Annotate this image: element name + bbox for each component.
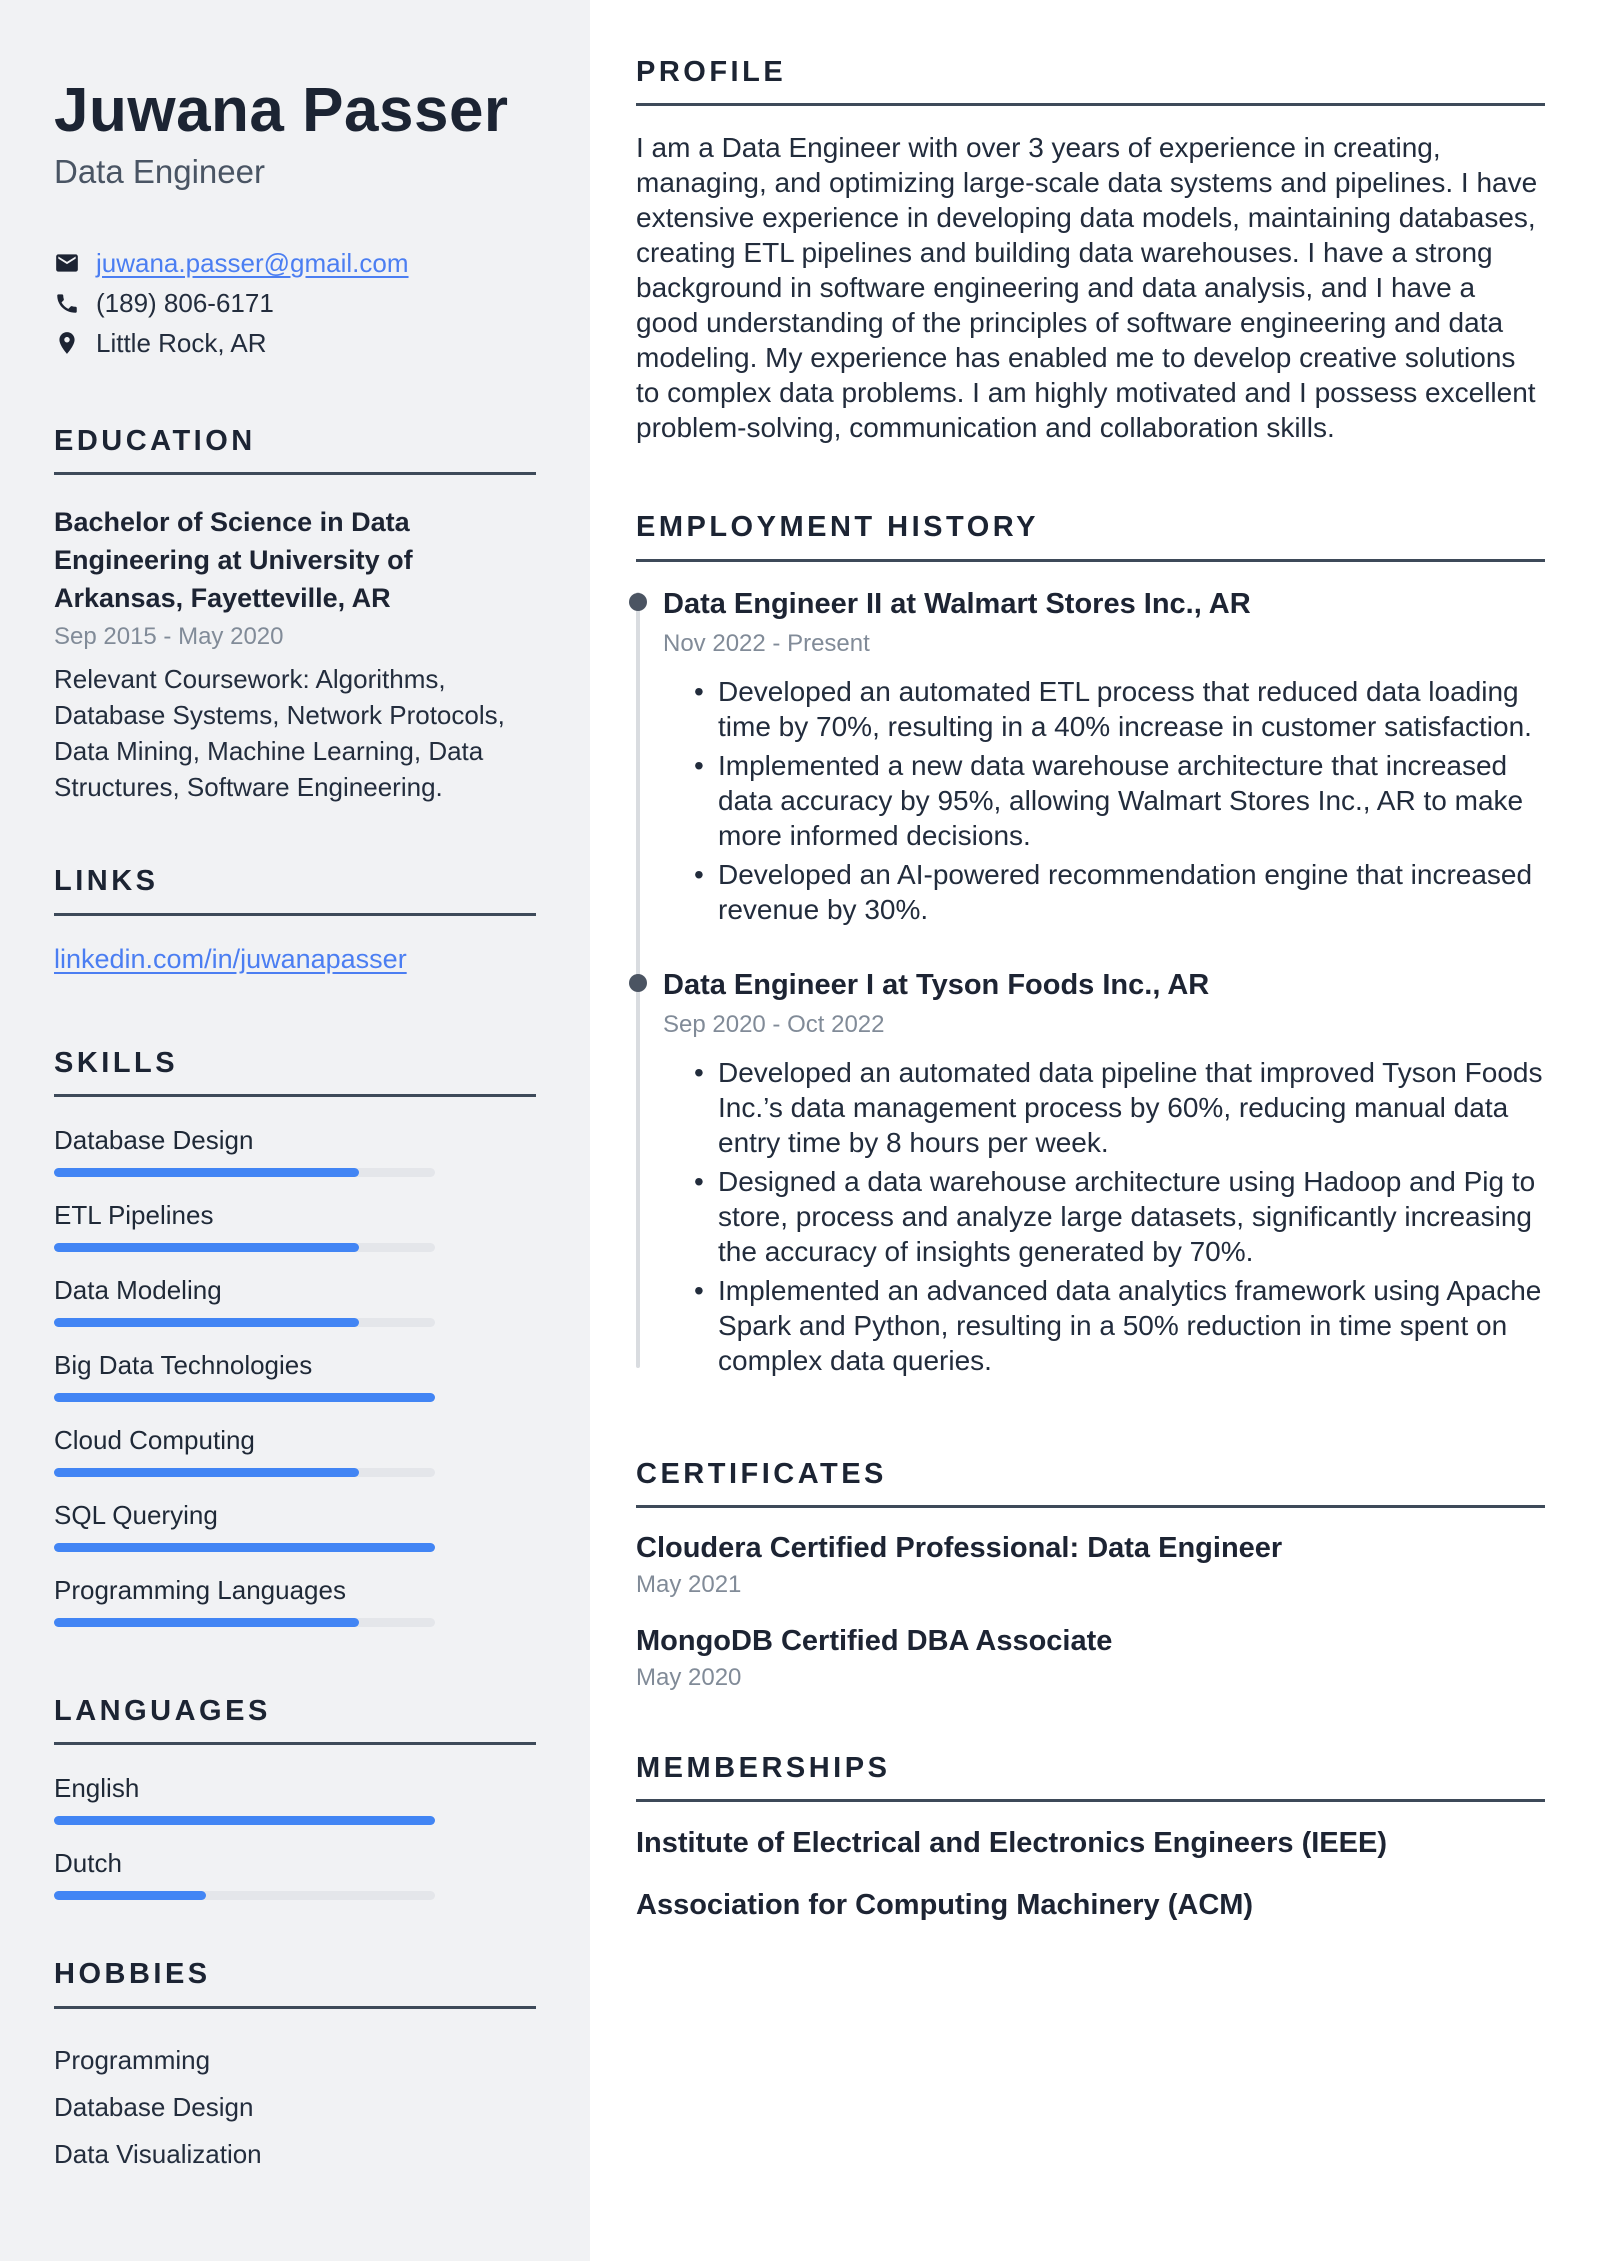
- job-bullet: • Developed an automated ETL process that reduced data loading time by 70%, resulting in a 40% increase in customer satisfaction.: [663, 674, 1545, 744]
- hobbies-heading: HOBBIES: [54, 1958, 536, 2008]
- education-section: [54, 425, 536, 805]
- education-heading: EDUCATION: [54, 425, 536, 475]
- skill-item: [54, 1575, 536, 1627]
- job-bullets: [663, 674, 1545, 927]
- job-bullet: • Designed a data warehouse architecture using Hadoop and Pig to store, process and analyze large datasets, significantly increasing the accuracy of insights generated by 70%.: [663, 1164, 1545, 1269]
- language-bar-fill: [54, 1816, 435, 1825]
- job-bullet: • Developed an automated data pipeline that improved Tyson Foods Inc.’s data management process by 60%, reducing manual data entry time by 8 hours per week.: [663, 1055, 1545, 1160]
- person-name: Juwana Passer: [54, 76, 509, 145]
- membership-item: Institute of Electrical and Electronics Engineers (IEEE): [636, 1827, 1387, 1860]
- timeline-dot-icon: [629, 974, 647, 992]
- language-bar-track: [54, 1816, 435, 1825]
- timeline-dot-icon: [629, 593, 647, 611]
- skill-bar-track: [54, 1393, 435, 1402]
- skill-item: [54, 1275, 536, 1327]
- employment-section: [636, 511, 1545, 1377]
- language-item: [54, 1773, 536, 1825]
- skill-bar-track: [54, 1618, 435, 1627]
- profile-section: [636, 56, 1545, 445]
- links-heading: LINKS: [54, 865, 536, 915]
- job-bullet: • Developed an AI-powered recommendation engine that increased revenue by 30%.: [663, 857, 1545, 927]
- email-link[interactable]: juwana.passer@gmail.com: [96, 247, 409, 278]
- job-entry: [636, 967, 1545, 1378]
- education-dates: Sep 2015 - May 2020: [54, 623, 284, 651]
- skill-label: Database Design: [54, 1125, 254, 1156]
- links-section: [54, 865, 536, 974]
- skill-label: Cloud Computing: [54, 1425, 255, 1456]
- job-bullet: • Implemented a new data warehouse architecture that increased data accuracy by 95%, allowing Walmart Stores Inc., AR to make more informed decisions.: [663, 748, 1545, 853]
- job-bullets: [663, 1055, 1545, 1378]
- skill-bar-track: [54, 1168, 435, 1177]
- skill-bar-fill: [54, 1468, 359, 1477]
- skill-item: [54, 1200, 536, 1252]
- employment-timeline: [636, 586, 1545, 1378]
- profile-text: I am a Data Engineer with over 3 years of experience in creating, managing, and optimizing large-scale data systems and pipelines. I have extensive experience in developing data models, maintaining databases, creating ETL pipelines and building data warehouses. I have a strong background in software engineering and data analysis, and I have a good understanding of the principles of software engineering and data modeling. My experience has enabled me to develop creative solutions to complex data problems. I am highly motivated and I possess excellent problem-solving, communication and collaboration skills.: [636, 132, 1538, 444]
- job-dates: Sep 2020 - Oct 2022: [663, 1010, 885, 1038]
- sidebar: [0, 0, 590, 2261]
- employment-heading: EMPLOYMENT HISTORY: [636, 511, 1545, 561]
- skill-bar-fill: [54, 1168, 359, 1177]
- contact-block: [54, 243, 536, 363]
- skill-label: Big Data Technologies: [54, 1350, 313, 1381]
- certificate-date: May 2020: [636, 1664, 742, 1692]
- certificates-section: [636, 1458, 1545, 1692]
- skill-label: SQL Querying: [54, 1500, 218, 1531]
- location-text: Little Rock, AR: [96, 327, 267, 358]
- job-entry: [636, 586, 1545, 927]
- certificate-title: Cloudera Certified Professional: Data Engineer: [636, 1532, 1283, 1565]
- location-pin-icon: [54, 330, 80, 356]
- hobby-item: Programming: [54, 2044, 211, 2075]
- skill-bar-fill: [54, 1543, 435, 1552]
- languages-heading: LANGUAGES: [54, 1695, 536, 1745]
- skill-bar-track: [54, 1318, 435, 1327]
- skill-item: [54, 1500, 536, 1552]
- skill-bar-fill: [54, 1243, 359, 1252]
- certificate-title: MongoDB Certified DBA Associate: [636, 1625, 1113, 1658]
- email-icon: [54, 250, 80, 276]
- job-title: Data Engineer I at Tyson Foods Inc., AR: [663, 968, 1210, 1001]
- membership-item: Association for Computing Machinery (ACM): [636, 1889, 1254, 1922]
- contact-location-row: [54, 323, 536, 363]
- phone-icon: [54, 290, 80, 316]
- skill-bar-track: [54, 1468, 435, 1477]
- degree-title: Bachelor of Science in Data Engineering at University of Arkansas, Fayetteville, AR: [54, 507, 413, 614]
- phone-number: (189) 806-6171: [96, 287, 274, 318]
- coursework-text: Relevant Coursework: Algorithms, Database Systems, Network Protocols, Data Mining, Machine Learning, Data Structures, Software Engineering.: [54, 664, 505, 803]
- memberships-heading: MEMBERSHIPS: [636, 1752, 1545, 1802]
- memberships-section: [636, 1752, 1545, 1922]
- skill-item: [54, 1125, 536, 1177]
- hobbies-section: [54, 1958, 536, 2177]
- main-column: [590, 0, 1600, 2261]
- job-dates: Nov 2022 - Present: [663, 629, 870, 657]
- skill-label: ETL Pipelines: [54, 1200, 214, 1231]
- contact-email-row: [54, 243, 536, 283]
- skills-section: [54, 1047, 536, 1627]
- certificate-item: [636, 1532, 1545, 1599]
- skill-bar-fill: [54, 1618, 359, 1627]
- hobby-item: Database Design: [54, 2091, 254, 2122]
- language-label: English: [54, 1773, 140, 1804]
- job-title: Data Engineer II at Walmart Stores Inc., AR: [663, 587, 1251, 620]
- certificate-item: [636, 1625, 1545, 1692]
- skills-heading: SKILLS: [54, 1047, 536, 1097]
- language-bar-track: [54, 1891, 435, 1900]
- skill-item: [54, 1425, 536, 1477]
- profile-heading: PROFILE: [636, 56, 1545, 106]
- language-label: Dutch: [54, 1848, 122, 1879]
- certificate-date: May 2021: [636, 1571, 742, 1599]
- skill-item: [54, 1350, 536, 1402]
- skill-bar-fill: [54, 1318, 359, 1327]
- person-job-title: Data Engineer: [54, 153, 265, 191]
- skill-bar-fill: [54, 1393, 435, 1402]
- language-bar-fill: [54, 1891, 206, 1900]
- language-item: [54, 1848, 536, 1900]
- hobby-item: Data Visualization: [54, 2138, 262, 2169]
- contact-phone-row: [54, 283, 536, 323]
- linkedin-link[interactable]: linkedin.com/in/juwanapasser: [54, 943, 407, 974]
- skill-label: Programming Languages: [54, 1575, 346, 1606]
- skill-bar-track: [54, 1243, 435, 1252]
- certificates-heading: CERTIFICATES: [636, 1458, 1545, 1508]
- languages-section: [54, 1695, 536, 1900]
- job-bullet: • Implemented an advanced data analytics framework using Apache Spark and Python, resulting in a 50% reduction in time spent on complex data queries.: [663, 1273, 1545, 1378]
- skill-label: Data Modeling: [54, 1275, 222, 1306]
- skill-bar-track: [54, 1543, 435, 1552]
